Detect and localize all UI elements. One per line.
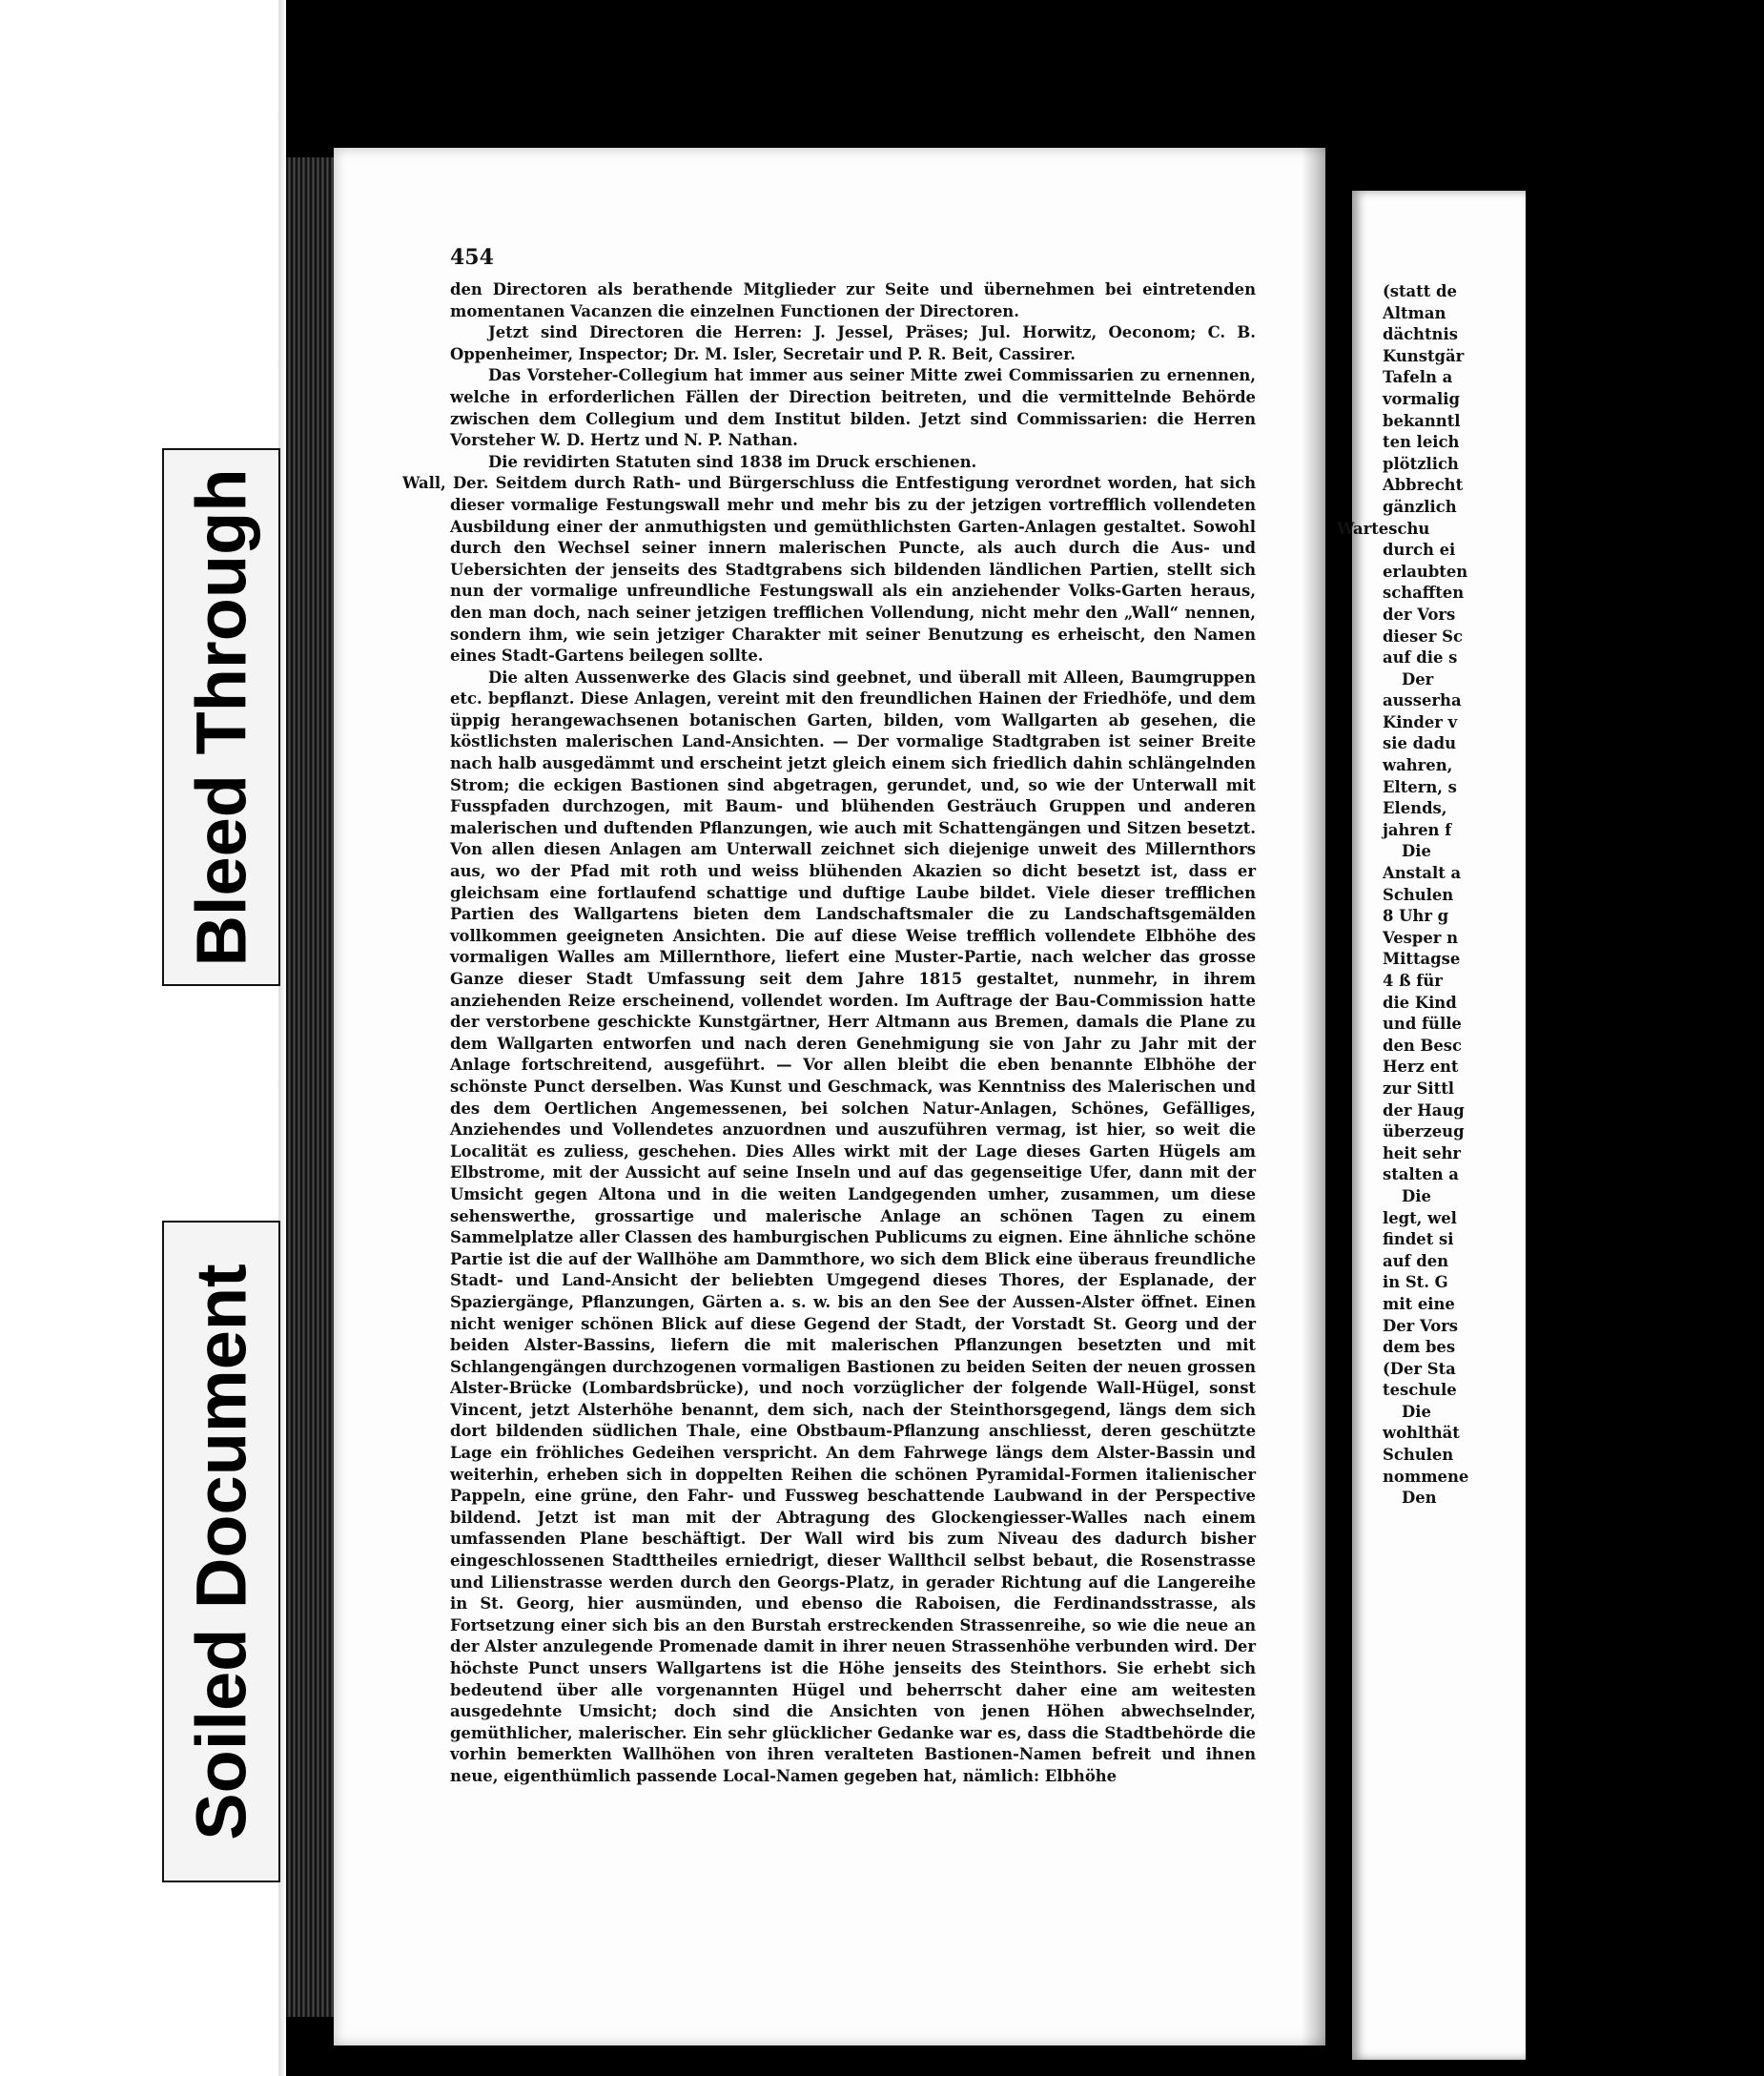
right-page-line: Elends,: [1383, 799, 1447, 818]
right-page-line: dächtnis: [1383, 325, 1458, 344]
paragraph: Jetzt sind Directoren die Herren: J. Jessel, Präses; Jul. Horwitz, Oeconom; C. B. Oppenheimer, Inspector; Dr. M. Isler, Secretair und P. R. Beit, Cassirer.: [450, 323, 1256, 363]
right-page-line: auf die s: [1383, 648, 1458, 668]
bleed-through-label: Bleed Through: [181, 467, 261, 967]
right-page-line: Eltern, s: [1383, 777, 1457, 796]
right-page-line: Anstalt a: [1383, 864, 1462, 883]
right-page-line: Der Vors: [1383, 1316, 1458, 1335]
right-page-line: Kunstgär: [1383, 346, 1465, 365]
soiled-document-tab: [162, 1221, 280, 1882]
right-page-line: ausserha: [1383, 691, 1462, 710]
right-page-line: nommene: [1383, 1467, 1469, 1486]
right-page-line: plötzlich: [1383, 454, 1459, 473]
right-page-line: legt, wel: [1383, 1208, 1457, 1227]
right-page-line: teschule: [1383, 1381, 1457, 1400]
right-page-line: in St. G: [1383, 1273, 1448, 1292]
right-page-line: die Kind: [1383, 993, 1457, 1012]
entry-paragraph: Wall, Der. Seitdem durch Rath- und Bürgerschluss die Entfestigung verordnet worden, hat sich dieser vormalige Festungswall mehr und mehr bis zu der jetzigen vortrefflich vollendeten Ausbildung einer der anmuthigsten und gemüthlichsten Garten-Anlagen gestaltet. Sowohl durch den Wechsel seiner innern malerischen Puncte, als auch durch die Aus- und Uebersichten der jenseits des Stadtgrabens sich bildenden ländlichen Partien, stellt sich nun der vormalige unfreundliche Festungswall als ein anziehender Volks-Garten heraus, den man doch, nach seiner jetzigen trefflichen Vollendung, nicht mehr den „Wall“ nennen, sondern ihm, wie sein jetziger Charakter mit seiner Benutzung es erheischt, den Namen eines Stadt-Gartens beilegen sollte.: [402, 474, 1256, 666]
right-page-line: mit eine: [1383, 1294, 1455, 1313]
right-page-line: wahren,: [1383, 756, 1453, 775]
right-page-line: Der: [1402, 669, 1434, 689]
bleed-through-tab: [162, 448, 280, 986]
right-page-line: vormalig: [1383, 389, 1460, 408]
right-page-line: und fülle: [1383, 1015, 1462, 1034]
page-number: 454: [450, 245, 494, 270]
right-page-line: stalten a: [1383, 1165, 1459, 1184]
right-page-line: heit sehr: [1383, 1143, 1462, 1162]
right-page-line: der Haug: [1383, 1100, 1465, 1120]
right-page-line: 4 ß für: [1383, 972, 1443, 990]
right-page-line: überzeug: [1383, 1122, 1465, 1141]
right-page-line: Kinder v: [1383, 712, 1458, 731]
right-page-line: dem bes: [1383, 1338, 1456, 1357]
paragraph: Das Vorsteher-Collegium hat immer aus seiner Mitte zwei Commissarien zu ernennen, welche in erforderlichen Fällen der Direction beitreten, und die vermittelnde Behörde zwischen dem Collegium und dem Institut bilden. Jetzt sind Commissarien: die Herren Vorsteher W. D. Hertz und N. P. Nathan.: [450, 366, 1256, 450]
right-page-line: Den: [1402, 1489, 1437, 1508]
right-page-line: Schulen: [1383, 1446, 1454, 1465]
right-page: [1337, 191, 1526, 2060]
right-page-line: bekanntl: [1383, 411, 1461, 430]
paragraph: den Directoren als berathende Mitglieder zur Seite und übernehmen bei eintretenden momentanen Vacanzen die einzelnen Functionen der Directoren.: [450, 280, 1256, 320]
right-page-line: auf den: [1383, 1251, 1449, 1270]
right-page-line: erlaubten: [1383, 562, 1468, 581]
right-page-line: gänzlich: [1383, 497, 1457, 516]
paragraph: Die revidirten Statuten sind 1838 im Druck erschienen.: [488, 452, 977, 471]
soiled-document-label: Soiled Document: [181, 1263, 261, 1840]
right-page-line: Vesper n: [1383, 928, 1459, 947]
right-page-line: Schulen: [1383, 885, 1454, 904]
right-page-line: schafften: [1383, 584, 1465, 603]
right-page-line: Die: [1402, 842, 1431, 861]
paragraph: Die alten Aussenwerke des Glacis sind geebnet, und überall mit Alleen, Baumgruppen etc. bepflanzt. Diese Anlagen, vereint mit den freundlichen Hainen der Friedhöfe, und dem üppig herangewachsenen botanischen Garten, bilden, vom Wallgarten ab gesehen, die köstlichsten malerischen Land-Ansichten. — Der vormalige Stadtgraben ist seiner Breite nach halb ausgedämmt und erscheint jetzt gleich einem sich friedlich dahin schlängelnden Strom; die eckigen Bastionen sind abgetragen, gerundet, und, so wie der Unterwall mit Fusspfaden durchzogen, mit Baum- und blühenden Gesträuch Gruppen und anderen malerischen und duftenden Pflanzungen, wie auch mit Schattengängen und Sitzen besetzt. Von allen diesen Anlagen am Unterwall zeichnet sich diejenige unweit des Millernthors aus, wo der Pfad mit roth und weiss blühenden Akazien so dicht besetzt ist, dass er gleichsam eine fortlaufend schattige und duftige Laube bildet. Viele dieser trefflichen Partien des Wallgartens bieten dem Landschaftsmaler die zu Landschaftsgemälden vollkommen geeigneten Ansichten. Die auf diese Weise trefflich vollendete Elbhöhe des vormaligen Walles am Millernthore, liefert eine Muster-Partie, nach welcher das grosse Ganze dieser Stadt Umfassung seit dem Jahre 1815 gestaltet, nunmehr, in ihrem anziehenden Reize erscheinend, vollendet worden. Im Auftrage der Bau-Commission hatte der verstorbene geschickte Kunstgärtner, Herr Altmann aus Bremen, damals die Plane zu dem Wallgarten entworfen und nach deren Genehmigung sie von Jahr zu Jahr mit der Anlage fortschreitend, ausgeführt. — Vor allen bleibt die eben benannte Elbhöhe der schönste Punct derselben. Was Kunst und Geschmack, was Kenntniss des Malerischen und des dem Oertlichen Angemessenen, bei solchen Natur-Anlagen, Schönes, Gefälliges, Anziehendes und Vollendetes anzuordnen und auszuführen vermag, ist hier, so weit die Localität es zuliess, geschehen. Dies Alles wirkt mit der Lage dieses Garten Hügels am Elbstrome, mit der Aussicht auf seine Inseln und auf das gegenseitige Ufer, dann mit der Umsicht gegen Altona und in die weiten Landgegenden umher, zusammen, um diese sehenswerthe, grossartige und malerische Anlage an schönen Tagen zu einem Sammelplatze aller Classen des hamburgischen Publicums zu eignen. Eine ähnliche schöne Partie ist die auf der Wallhöhe am Dammthore, wo sich dem Blick eine überaus freundliche Stadt- und Land-Ansicht der beliebten Umgegend dieses Thores, der Esplanade, der Spaziergänge, Pflanzungen, Gärten a. s. w. bis an den See der Aussen-Alster öffnet. Einen nicht weniger schönen Blick auf diese Gegend der Stadt, der Vorstadt St. Georg und der beiden Alster-Bassins, liefern die mit malerischen Pflanzungen besetzten und mit Schlangengängen durchzogenen vormaligen Bastionen zu beiden Seiten der neuen grossen Alster-Brücke (Lombardsbrücke), und noch vorzüglicher der folgende Wall-Hügel, sonst Vincent, jetzt Alsterhöhe benannt, dem sich, nach der Steinthorsgegend, längs dem sich dort bildenden südlichen Thale, eine Obstbaum-Pflanzung anschliesst, deren geschützte Lage ein fröhliches Gedeihen verspricht. An dem Fahrwege längs dem Alster-Bassin und weiterhin, erheben sich in doppelten Reihen die schönen Pyramidal-Formen italienischer Pappeln, eine grüne, den Fahr- und Fussweg beschattende Laubwand in der Perspective bildend. Jetzt ist man mit der Abtragung des Glockengiesser-Walles nach einem umfassenden Plane beschäftigt. Der Wall wird bis zum Niveau des dadurch bisher eingeschlossenen Stadttheiles erniedrigt, dieser Wallthcil selbst bebaut, die Rosenstrasse und Lilienstrasse werden durch den Georgs-Platz, in gerader Richtung auf die Langereihe in St. Georg, hier ausmünden, und ebenso die Raboisen, die Ferdinandsstrasse, als Fortsetzung einer sich bis an den Burstah erstreckenden Strassenreihe, so wie die neue an der Alster anzulegende Promenade damit in ihrer neuen Strassenhöhe verbunden wird. Der höchste Punct unsers Wallgartens ist die Höhe jenseits des Steinthors. Sie erhebt sich bedeutend über alle vorgenannten Hügel und beherrscht daher eine am weitesten ausgedehnte Umsicht; doch sind die Ansichten von jenen Höhen abwechselnder, gemüthlicher, malerischer. Ein sehr glücklicher Gedanke war es, dass die Stadtbehörde die vorhin bemerkten Wallhöhen von ihren veralteten Bastionen-Namen befreit und ihnen neue, eigenthümlich passende Local-Namen gegeben hat, nämlich: Elbhöhe: [450, 668, 1256, 1785]
right-page-line: Die: [1402, 1186, 1431, 1205]
right-page-line: Die: [1402, 1402, 1431, 1421]
right-page-line: durch ei: [1383, 541, 1456, 560]
right-page-line: wohlthät: [1383, 1424, 1460, 1443]
right-page-line: zur Sittl: [1383, 1079, 1454, 1098]
right-page-line: Altman: [1383, 303, 1446, 322]
right-page-line: jahren f: [1383, 820, 1452, 839]
left-page: [334, 148, 1330, 2045]
right-page-line: Tafeln a: [1383, 368, 1453, 387]
right-page-line: sie dadu: [1383, 734, 1457, 753]
right-page-line: ten leich: [1383, 433, 1460, 452]
right-page-line: 8 Uhr g: [1383, 907, 1449, 926]
right-page-text: [1337, 281, 1764, 1510]
right-page-line: dieser Sc: [1383, 627, 1463, 646]
right-page-line: (Der Sta: [1383, 1359, 1456, 1378]
right-page-line: den Besc: [1383, 1036, 1463, 1055]
right-page-line: (statt de: [1383, 282, 1457, 300]
page-text: [402, 279, 1256, 1788]
right-page-line: Warteschu: [1337, 519, 1430, 538]
right-page-line: Abbrecht: [1383, 476, 1464, 495]
right-page-line: Mittagse: [1383, 950, 1461, 969]
page-gutter: [1325, 0, 1354, 2076]
right-page-line: findet si: [1383, 1230, 1454, 1249]
right-page-line: der Vors: [1383, 605, 1456, 624]
right-page-line: Herz ent: [1383, 1058, 1459, 1077]
